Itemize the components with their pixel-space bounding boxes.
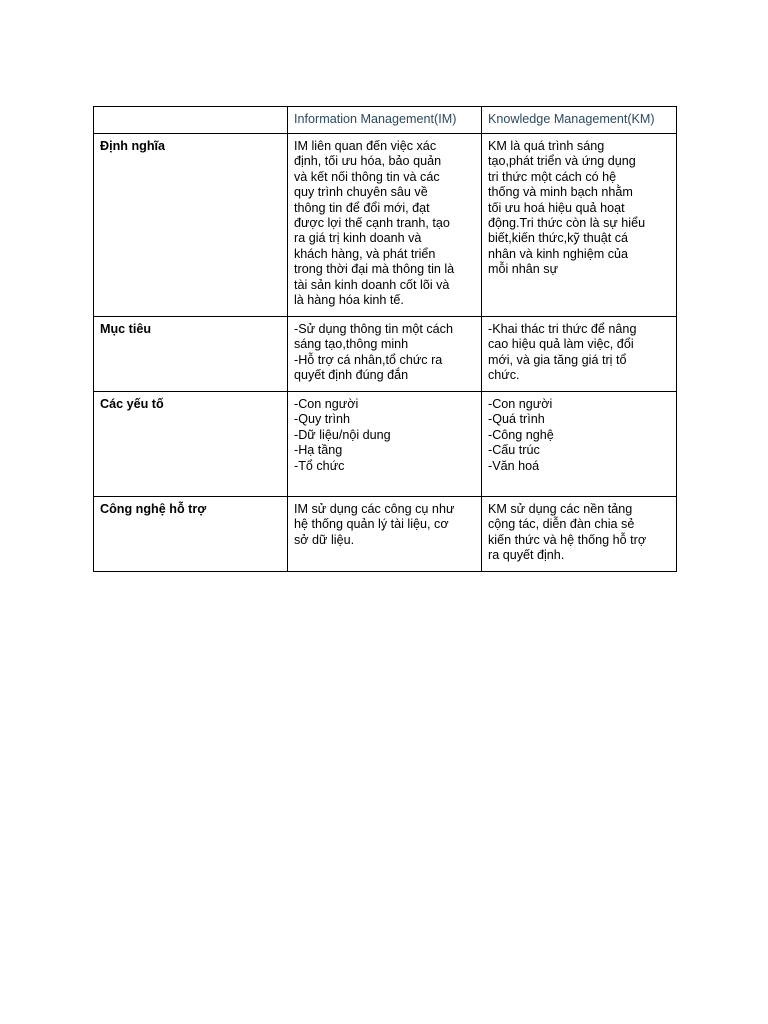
table-row-elements bbox=[94, 392, 677, 497]
row-label-definition: Định nghĩa bbox=[94, 134, 288, 317]
table-header-row bbox=[94, 107, 677, 134]
row-label-elements: Các yếu tố bbox=[94, 392, 288, 497]
cell-im-goal: -Sử dụng thông tin một cách sáng tạo,thông minh -Hỗ trợ cá nhân,tổ chức ra quyết định đúng đắn bbox=[288, 317, 482, 392]
cell-km-elements: -Con người -Quá trình -Công nghệ -Cấu trúc -Văn hoá bbox=[482, 392, 677, 497]
cell-km-goal: -Khai thác tri thức để nâng cao hiệu quả làm việc, đổi mới, và gia tăng giá trị tổ chức. bbox=[482, 317, 677, 392]
table-row-technology bbox=[94, 497, 677, 572]
row-label-technology: Công nghệ hỗ trợ bbox=[94, 497, 288, 572]
row-label-goal: Mục tiêu bbox=[94, 317, 288, 392]
table-row-definition bbox=[94, 134, 677, 317]
cell-km-definition: KM là quá trình sáng tạo,phát triển và ứng dụng tri thức một cách có hệ thống và minh bạch nhằm tối ưu hoá hiệu quả hoạt động.Tri thức còn là sự hiểu biết,kiến thức,kỹ thuật cá nhân và kinh nghiệm của mỗi nhân sự bbox=[482, 134, 677, 317]
cell-km-technology: KM sử dụng các nền tảng cộng tác, diễn đàn chia sẻ kiến thức và hệ thống hỗ trợ ra quyết định. bbox=[482, 497, 677, 572]
header-im: Information Management(IM) bbox=[288, 107, 482, 134]
table-row-goal bbox=[94, 317, 677, 392]
comparison-table bbox=[93, 106, 677, 572]
cell-im-elements: -Con người -Quy trình -Dữ liệu/nội dung -Hạ tầng -Tổ chức bbox=[288, 392, 482, 497]
header-corner-cell bbox=[94, 107, 288, 134]
cell-im-definition: IM liên quan đến việc xác định, tối ưu hóa, bảo quản và kết nối thông tin và các quy trình chuyên sâu về thông tin để đổi mới, đạt được lợi thế cạnh tranh, tạo ra giá trị kinh doanh và khách hàng, và phát triển trong thời đại mà thông tin là tài sản kinh doanh cốt lõi và là hàng hóa kinh tế. bbox=[288, 134, 482, 317]
cell-im-technology: IM sử dụng các công cụ như hệ thống quản lý tài liệu, cơ sở dữ liệu. bbox=[288, 497, 482, 572]
header-km: Knowledge Management(KM) bbox=[482, 107, 677, 134]
